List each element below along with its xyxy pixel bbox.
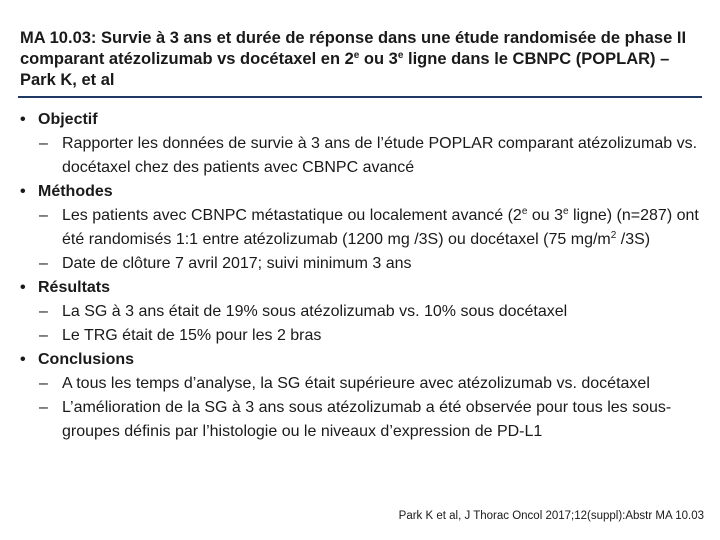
dash-icon: – <box>39 327 48 344</box>
dash-icon: – <box>39 207 48 224</box>
title-divider <box>18 96 702 98</box>
resultats-item-sg: – La SG à 3 ans était de 19% sous atézolizumab vs. 10% sous docétaxel <box>0 300 720 324</box>
section-heading: Résultats <box>38 279 111 296</box>
resultats-item-trg: – Le TRG était de 15% pour les 2 bras <box>0 324 720 348</box>
dash-icon: – <box>39 399 48 416</box>
bullet-icon: • <box>20 183 26 200</box>
slide-title: MA 10.03: Survie à 3 ans et durée de réponse dans une étude randomisée de phase II comparant atézolizumab vs docétaxel en 2e ou 3e ligne dans le CBNPC (POPLAR) – Park K, et al <box>20 29 687 89</box>
dash-icon: – <box>39 303 48 320</box>
section-conclusions <box>0 348 720 372</box>
methodes-item-patients: – Les patients avec CBNPC métastatique ou localement avancé (2e ou 3e ligne) (n=287) ont été randomisés 1:1 entre atézolizumab (1200 mg /3S) ou docétaxel (75 $mg/m^2$ /3S) <box>39 206 699 248</box>
section-resultats <box>0 276 720 300</box>
reference-citation: Park K et al, J Thorac Oncol 2017;12(suppl):Abstr MA 10.03 <box>398 510 704 522</box>
bullet-icon: • <box>20 351 26 368</box>
bullet-icon: • <box>20 279 26 296</box>
dash-icon: – <box>39 135 48 152</box>
section-heading: Objectif <box>38 111 98 128</box>
section-heading: Conclusions <box>38 351 135 368</box>
objectif-item: – Rapporter les données de survie à 3 ans de l’étude POPLAR comparant atézolizumab vs. docétaxel chez des patients avec CBNPC avancé <box>0 132 720 180</box>
bullet-icon: • <box>20 111 26 128</box>
dash-icon: – <box>39 255 48 272</box>
methodes-item-date: – Date de clôture 7 avril 2017; suivi minimum 3 ans <box>0 252 720 276</box>
conclusions-item-subgroups: – L’amélioration de la SG à 3 ans sous atézolizumab a été observée pour tous les sous-groupes définis par l’histologie ou le niveaux d’expression de PD-L1 <box>0 396 720 444</box>
section-objectif <box>0 108 720 132</box>
section-methodes <box>0 180 720 204</box>
dash-icon: – <box>39 375 48 392</box>
section-heading: Méthodes <box>38 183 113 200</box>
slide-body <box>0 108 720 444</box>
conclusions-item-sg: – A tous les temps d’analyse, la SG était supérieure avec atézolizumab vs. docétaxel <box>0 372 720 396</box>
